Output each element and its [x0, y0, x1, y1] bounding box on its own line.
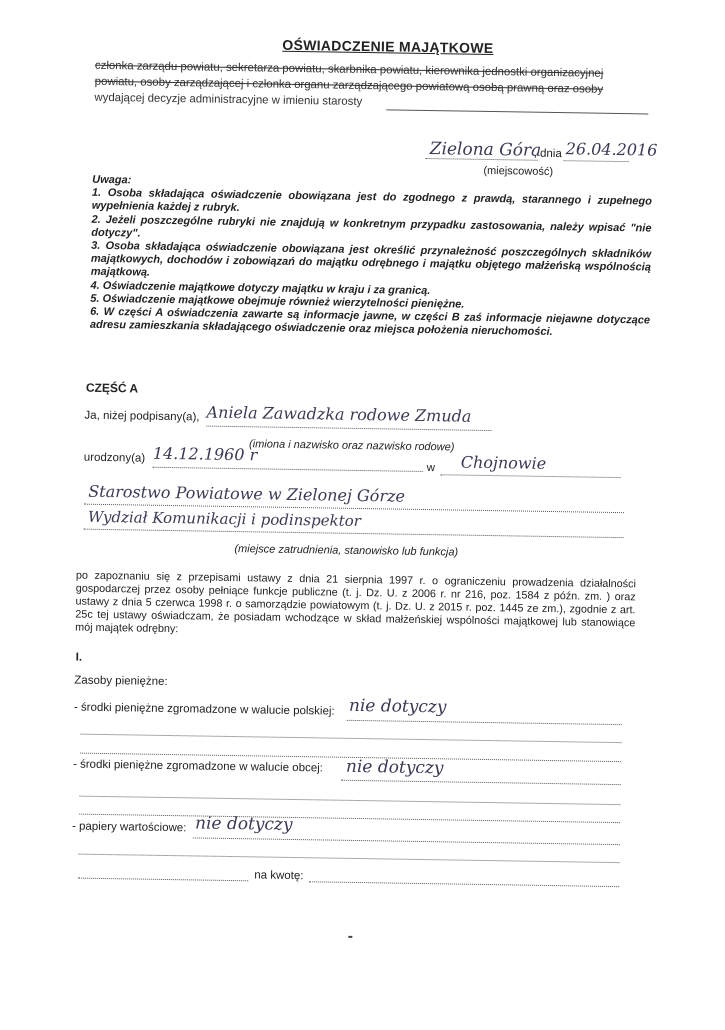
note-item-2: 2. Jeżeli poszczególne rubryki nie znajdują w konkretnym przypadku zastosowania, należy wpisać "nie dotyczy".	[91, 213, 652, 240]
foreign-dots-2	[79, 796, 620, 805]
part-a-heading: CZĘŚĆ A	[85, 380, 139, 396]
date-dots	[564, 160, 629, 162]
born-in-label: w	[426, 462, 436, 475]
pln-dots-2	[80, 734, 621, 743]
pln-dots-1	[347, 720, 622, 725]
born-value: 14.12.1960 r	[152, 443, 258, 465]
securities-dots-2	[79, 854, 620, 863]
date-prefix: , dnia	[533, 147, 562, 161]
foreign-label: - środki pieniężne zgromadzone w walucie obcej:	[72, 758, 323, 775]
pln-value: nie dotyczy	[348, 695, 447, 718]
notes-heading: Uwaga:	[92, 173, 132, 187]
note-item-4: 4. Oświadczenie majątkowe dotyczy majątku w kraju i za granicą.	[90, 279, 431, 297]
legal-paragraph: po zapoznaniu się z przepisami ustawy z dnia 21 sierpnia 1997 r. o ograniczeniu prowadzenia działalności gospodarczej przez osoby pełniące funkcje publiczne (t. j. Dz. U. z 2006 r. nr 216, poz. 1584 z późn. zm. ) oraz ustawy z dnia 5 czerwca 1998 r. o samorządzie powiatowym (t. j. Dz. U. z 2015 r. poz. 1445 ze zm.), zgodnie z art. 25c tej ustawy oświadczam, że posiadam wchodzące w skład małżeńskiej wspólności majątkowej lub stanowiące mój majątek odrębny:	[75, 569, 636, 636]
amount-dots-right	[309, 881, 619, 887]
stray-mark	[348, 936, 352, 938]
securities-label: - papiery wartościowe:	[71, 820, 187, 835]
born-dots	[153, 467, 423, 472]
place-value: Zielona Góra	[429, 139, 542, 161]
note-item-1: 1. Osoba składająca oświadczenie obowiązana jest do zgodnego z prawdą, starannego i zupełnego wypełnienia każdej z rubryk.	[91, 186, 653, 215]
foreign-dots-1	[341, 780, 621, 785]
notes-block	[90, 174, 652, 341]
signed-value: Aniela Zawadzka rodowe Zmuda	[206, 402, 472, 426]
born-label: urodzony(a)	[83, 451, 146, 465]
employment-line-2: Wydział Komunikacji i podinspektor	[87, 507, 362, 531]
note-item-3: 3. Osoba składająca oświadczenie obowiązana jest określić przynależność poszczególnych składników majątkowych, dochodów i zobowiązań do majątku odrębnego i majątku objętego małżeńską wspólnością majątkową.	[90, 239, 652, 280]
employment-line-1: Starostwo Powiatowe w Zielonej Górze	[88, 481, 406, 506]
signed-label: Ja, niżej podpisany(a),	[84, 409, 200, 424]
header-line-3: wydającej decyzje administracyjne w imieniu starosty	[94, 91, 363, 108]
header-line-1: członka zarządu powiatu, sekretarza powiatu, skarbnika powiatu, kierownika jednostki organizacyjnej	[94, 59, 604, 80]
amount-dots-left	[78, 878, 248, 882]
signed-caption: (imiona i nazwisko oraz nazwisko rodowe)	[248, 438, 455, 454]
section-one-subheading: Zasoby pieniężne:	[74, 674, 168, 688]
amount-label: na kwotę:	[254, 869, 304, 883]
pln-label: - środki pieniężne zgromadzone w walucie polskiej:	[73, 701, 335, 718]
employment-dots-2	[84, 529, 624, 538]
header-underline	[386, 109, 648, 114]
place-caption: (miejscowość)	[483, 164, 554, 178]
signed-dots	[206, 426, 491, 431]
date-value: 26.04.2016	[565, 139, 658, 160]
note-item-5: 5. Oświadczenie majątkowe obejmuje również wierzytelności pieniężne.	[90, 292, 465, 311]
securities-value: nie dotyczy	[194, 813, 293, 835]
securities-dots-1	[193, 837, 620, 845]
foreign-value: nie dotyczy	[345, 756, 444, 779]
section-one-heading: I.	[75, 651, 83, 664]
employment-caption: (miejsce zatrudnienia, stanowisko lub funkcja)	[234, 543, 459, 559]
header-line-2-text: powiatu, osoby zarządzającej i członka organu zarządzającego powiatową osobą prawną oraz osoby	[94, 75, 604, 96]
document-title: OŚWIADCZENIE MAJĄTKOWE	[282, 36, 494, 57]
born-in-dots	[441, 474, 621, 478]
note-item-6: 6. W części A oświadczenia zawarte są informacje jawne, w części B zaś informacje niejawne dotyczące adresu zamieszkania składającego oświadczenie oraz miejsca położenia nieruchomości.	[89, 305, 651, 339]
born-in-value: Chojnowie	[460, 452, 547, 473]
